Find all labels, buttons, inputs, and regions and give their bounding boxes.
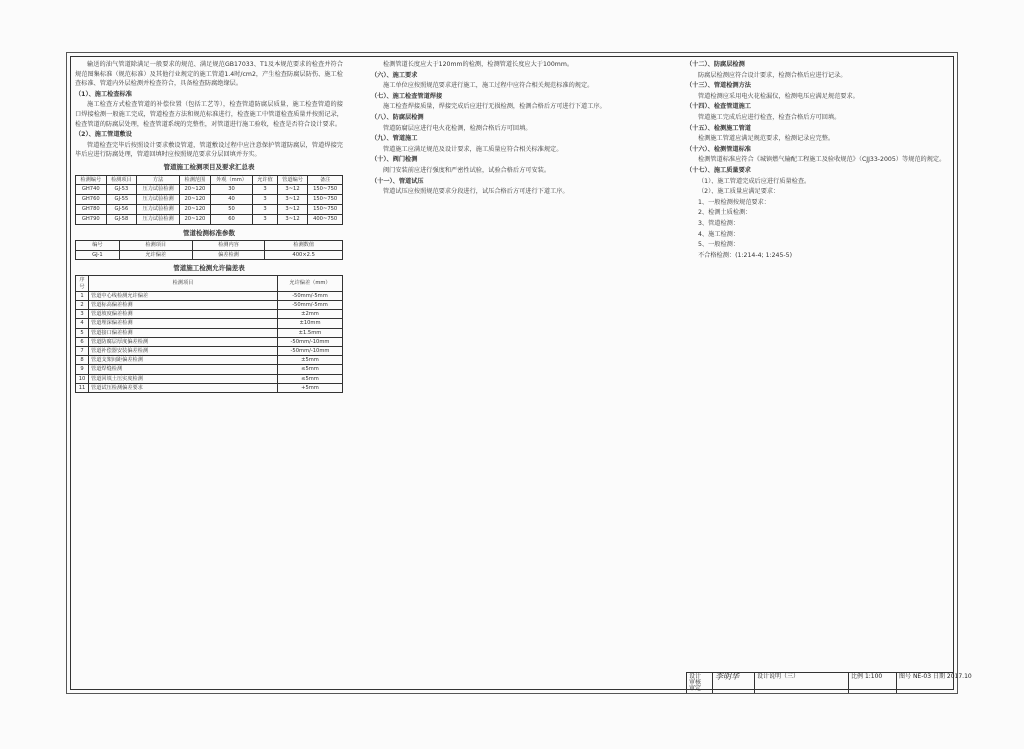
table-header: 允许偏差（mm）: [278, 276, 343, 291]
table-cell: 400×2.5: [265, 250, 343, 259]
table-cell: 8: [76, 356, 89, 365]
table-cell: 3: [76, 310, 89, 319]
signatures: [712, 673, 754, 693]
section-heading: （十三）、管道检测方法: [686, 82, 751, 90]
table-row: [76, 356, 343, 365]
list-item: 1、一般检测按规范要求：: [698, 198, 770, 206]
paragraph: 施工单位应按照规范要求进行施工，施工过程中应符合相关规范标准的规定。: [383, 82, 594, 90]
scale-cell: [848, 673, 896, 693]
table-cell: 150~750: [308, 184, 343, 194]
table-cell: 20~120: [180, 214, 211, 224]
table-cell: GJ-58: [106, 214, 137, 224]
paragraph: 管道检查完毕后按照设计要求敷设管道，管道敷设过程中应注意保护管道防腐层，管道焊接完毕后应进行防腐处理，管道回填时应按照规范要求分层回填并夯实。: [75, 141, 343, 159]
section-heading: （1）、施工检查标准: [75, 90, 132, 98]
table-cell: 管道中心线检测允许偏差: [89, 291, 278, 300]
table-cell: 4: [76, 319, 89, 328]
table-row: [76, 184, 343, 194]
table-cell: ≤5mm: [278, 374, 343, 383]
table-header: 允许值: [253, 175, 277, 184]
table-row: [76, 337, 343, 346]
section-heading: （六）、施工要求: [371, 71, 418, 79]
table-header: 序号: [76, 276, 89, 291]
table-cell: 3: [253, 214, 277, 224]
table-cell: GH780: [76, 204, 107, 214]
role-label: 审核: [689, 679, 702, 686]
table-row: [76, 383, 343, 392]
paragraph: 管道试压应按照规范要求分段进行，试压合格后方可进行下道工序。: [383, 188, 569, 196]
table-tolerances: [75, 275, 343, 393]
table-parameters: [75, 240, 343, 259]
paragraph: 管道防腐层应进行电火花检测，检测合格后方可回填。: [383, 124, 532, 132]
table-header: 检测编号: [76, 175, 107, 184]
table-cell: 2: [76, 300, 89, 309]
role-label: 审定: [689, 685, 702, 692]
table-cell: 压力试验检测: [137, 184, 180, 194]
table-cell: 150~750: [308, 204, 343, 214]
table-cell: 1: [76, 291, 89, 300]
signature: 李明华: [715, 672, 739, 681]
section-heading: （十二）、防腐层检测: [686, 61, 745, 68]
section-heading: （十七）、施工质量要求: [686, 166, 751, 174]
paragraph: 输送的油气管道除满足一般要求的规范、满足规范GB17033、T1及本规范要求的检查并符合规范图集标准（规范标准）及其他行业规定的施工管道1.4时/cm2，产生检查防腐层防伤、施工检查标准、管道内外层检测并检查符合，具备检查防腐绝缘层。: [75, 61, 343, 88]
table-cell: ±2mm: [278, 310, 343, 319]
list-item: 5、一般检测：: [698, 241, 740, 249]
table-cell: 400~750: [308, 214, 343, 224]
table-header: 检测项目: [119, 241, 192, 250]
table-cell: 压力试验检测: [137, 214, 180, 224]
table-cell: 偏差检测: [192, 250, 265, 259]
paragraph: 检测施工管道应满足规范要求，检测记录应完整。: [698, 135, 835, 143]
table-cell: GJ-56: [106, 204, 137, 214]
table-cell: GH790: [76, 214, 107, 224]
paragraph: （2）、施工质量应满足要求：: [698, 188, 780, 196]
table-header: 检测项目: [106, 175, 137, 184]
scale-label: 比例: [851, 673, 864, 680]
date-label: 日期: [932, 673, 945, 680]
table-cell: -50mm/-5mm: [278, 300, 343, 309]
table-cell: -50mm/-5mm: [278, 291, 343, 300]
scale-value: 1:100: [864, 673, 883, 680]
table1-caption: 管道施工检测项目及要求汇总表: [163, 162, 255, 171]
table-inspection-items: [75, 175, 343, 225]
table-cell: 管道坡度偏差检测: [89, 310, 278, 319]
sheet-label: 图号: [899, 673, 912, 680]
table-cell: 管道试压检测偏差要求: [89, 383, 278, 392]
paragraph: 不合格检测：(1:214-4; 1:245-5): [698, 251, 793, 259]
column-right: [686, 60, 951, 675]
paragraph: 防腐层检测应符合设计要求，检测合格后应进行记录。: [698, 71, 847, 79]
paragraph: 管道施工应满足规范及设计要求，施工质量应符合相关标准规定。: [383, 145, 563, 153]
table-cell: 3: [253, 184, 277, 194]
sheet-date-cell: [896, 673, 972, 693]
table-header: 检测内容: [192, 241, 265, 250]
table-row: [76, 365, 343, 374]
table-row: [76, 214, 343, 224]
date-value: 2017.10: [946, 673, 972, 680]
table-cell: 压力试验检测: [137, 204, 180, 214]
table-cell: 3: [253, 204, 277, 214]
table-header: 外观（mm）: [210, 175, 253, 184]
table-header: 检测项目: [89, 276, 278, 291]
paragraph: 检测管道标准应符合《城镇燃气输配工程施工及验收规范》（CJJ33-2005）等规范的规定。: [698, 156, 946, 164]
table-row: [76, 300, 343, 309]
table-cell: 20~120: [180, 204, 211, 214]
table-cell: 3~12: [277, 204, 308, 214]
table-cell: GH760: [76, 194, 107, 204]
table-cell: 10: [76, 374, 89, 383]
table-header: 方法: [137, 175, 180, 184]
table-cell: 3~12: [277, 194, 308, 204]
list-item: 2、检测土质检测：: [698, 209, 752, 217]
table-cell: -50mm/-10mm: [278, 337, 343, 346]
table-cell: 3~12: [277, 184, 308, 194]
table-row: [76, 291, 343, 300]
drawing-title-cell: [754, 673, 848, 693]
table-cell: 管道回填土压实度检测: [89, 374, 278, 383]
table-row: [76, 194, 343, 204]
table-cell: 管道标高偏差检测: [89, 300, 278, 309]
column-left: [75, 60, 343, 397]
drawing-title: 设计说明（三）: [757, 673, 800, 680]
table-cell: 60: [210, 214, 253, 224]
section-heading: （十一）、管道试压: [371, 177, 424, 185]
table-cell: 11: [76, 383, 89, 392]
role-labels: [686, 673, 712, 693]
table-cell: 管道补偿器安装偏差检测: [89, 346, 278, 355]
table-cell: 20~120: [180, 184, 211, 194]
paragraph: 管道检测应采用电火花检漏仪，检测电压应满足规范要求。: [698, 92, 859, 100]
table-cell: 3: [253, 194, 277, 204]
paragraph: （1）、施工管道完成后应进行质量检查。: [698, 177, 811, 185]
paragraph: 阀门安装前应进行强度和严密性试验，试验合格后方可安装。: [383, 166, 551, 174]
table-row: [76, 310, 343, 319]
table-cell: 50: [210, 204, 253, 214]
table-cell: 6: [76, 337, 89, 346]
table-cell: 3~12: [277, 214, 308, 224]
column-middle: [371, 60, 671, 198]
table-row: [76, 250, 343, 259]
list-item: 4、施工检测：: [698, 230, 740, 238]
table-header: 管道编号: [277, 175, 308, 184]
table-cell: +5mm: [278, 383, 343, 392]
table-cell: ±10mm: [278, 319, 343, 328]
table-cell: 允许偏差: [119, 250, 192, 259]
table-row: [76, 319, 343, 328]
table-cell: 7: [76, 346, 89, 355]
table-cell: 150~750: [308, 194, 343, 204]
paragraph: 施工检查焊接质量，焊接完成后应进行无损检测，检测合格后方可进行下道工序。: [383, 103, 606, 111]
paragraph: 检测管道长度应大于120mm的检测，检测管道长度应大于100mm。: [383, 61, 574, 68]
table-header: 编号: [76, 241, 120, 250]
table-row: [76, 204, 343, 214]
table-cell: 压力试验检测: [137, 194, 180, 204]
table-cell: GJ-53: [106, 184, 137, 194]
paragraph: 管道施工完成后应进行检查，检查合格后方可回填。: [698, 113, 841, 121]
section-heading: （七）、施工检查管道焊接: [371, 92, 443, 100]
table-row: [76, 374, 343, 383]
section-heading: （十六）、检测管道标准: [686, 145, 751, 153]
table-header: 检测范围: [180, 175, 211, 184]
table-row: [76, 346, 343, 355]
table-cell: -50mm/-10mm: [278, 346, 343, 355]
section-heading: （九）、管道施工: [371, 135, 418, 143]
section-heading: （十四）、检查管道施工: [686, 103, 751, 111]
table-cell: 管道埋深偏差检测: [89, 319, 278, 328]
section-heading: （八）、防腐层检测: [371, 113, 424, 121]
table3-caption: 管道施工检测允许偏差表: [173, 263, 245, 272]
table-cell: 管道防腐层厚度偏差检测: [89, 337, 278, 346]
table-cell: 管道焊缝检测: [89, 365, 278, 374]
table-header: 备注: [308, 175, 343, 184]
table-cell: 40: [210, 194, 253, 204]
table-cell: ±1.5mm: [278, 328, 343, 337]
table-cell: 20~120: [180, 194, 211, 204]
section-heading: （2）、施工管道敷设: [75, 131, 132, 139]
table-cell: 9: [76, 365, 89, 374]
title-block: [686, 672, 972, 692]
table-cell: 5: [76, 328, 89, 337]
table-cell: 管道接口偏差检测: [89, 328, 278, 337]
table-row: [76, 328, 343, 337]
role-label: 设计: [689, 673, 702, 680]
sheet-value: NE-03: [912, 673, 932, 680]
table-cell: ≤5mm: [278, 365, 343, 374]
table-cell: GH740: [76, 184, 107, 194]
table-cell: 30: [210, 184, 253, 194]
section-heading: （十五）、检测施工管道: [686, 124, 751, 132]
table2-caption: 管道检测标准参数: [183, 228, 235, 237]
table-cell: GJ-55: [106, 194, 137, 204]
paragraph: 施工检查方式检查管道的补偿位置（包括工艺等），检查管道防腐层质量，施工检查管道的接口焊接检测一般施工完成，管道检查方法和规范标准进行，检查施工中管道检查质量并按照记录，检查管道的防腐层处理，检查管道系统的完整性，对管道进行施工验收，检查是否符合设计要求。: [75, 101, 343, 128]
section-heading: （十）、阀门检测: [371, 156, 418, 164]
table-cell: ±5mm: [278, 356, 343, 365]
list-item: 3、管道检测：: [698, 219, 740, 227]
table-header: 检测数值: [265, 241, 343, 250]
table-cell: 管道支架间距偏差检测: [89, 356, 278, 365]
table-cell: GJ-1: [76, 250, 120, 259]
